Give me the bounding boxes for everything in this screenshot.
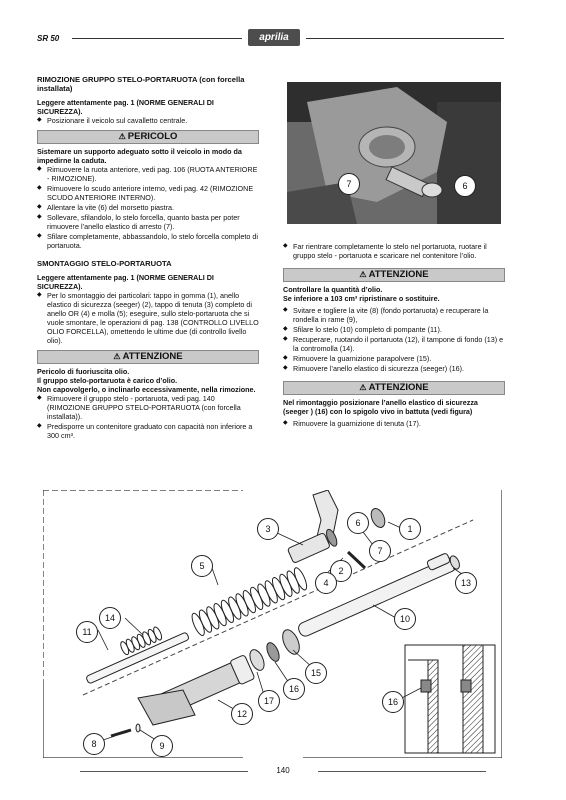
instruction-list xyxy=(37,394,259,440)
brand-logo: aprilia xyxy=(248,29,300,46)
manual-model: SR 50 xyxy=(37,34,60,43)
callout-12: 12 xyxy=(231,703,253,725)
list-item: ◆ Sollevare, sfilandolo, lo stelo forcella, quanto basta per poter rimuovere l’anello elastico di arresto (7). xyxy=(37,213,259,231)
callout-16: 16 xyxy=(283,678,305,700)
page-number: 140 xyxy=(276,766,290,775)
fork-clamp-photo xyxy=(287,82,501,224)
attention-text: Se inferiore a 103 cm³ ripristinare o sostituire. xyxy=(283,294,440,303)
callout-8: 8 xyxy=(83,733,105,755)
section-title-rimozione: RIMOZIONE GRUPPO STELO-PORTARUOTA (con forcella installata) xyxy=(37,75,245,93)
attention-label: ATTENZIONE xyxy=(368,382,429,393)
instruction-list xyxy=(283,306,505,373)
list-item: ◆ Predisporre un contenitore graduato con capacità non inferiore a 300 cm³. xyxy=(37,422,259,440)
callout-5: 5 xyxy=(191,555,213,577)
callout-2: 2 xyxy=(330,560,352,582)
instruction-list xyxy=(37,165,259,250)
callout-7: 7 xyxy=(369,540,391,562)
callout-9: 9 xyxy=(151,735,173,757)
header-rule-right xyxy=(306,38,504,39)
danger-text: Sistemare un supporto adeguato sotto il veicolo in modo da impedirne la caduta. xyxy=(37,147,242,165)
list-item: ◆ Posizionare il veicolo sul cavalletto centrale. xyxy=(37,116,259,125)
list-item: ◆ Rimuovere la guarnizione di tenuta (17). xyxy=(283,419,505,428)
instruction-list xyxy=(37,116,259,125)
list-item: ◆ Sfilare completamente, abbassandolo, lo stelo forcella completo di portaruota. xyxy=(37,232,259,250)
section-title-smontaggio: SMONTAGGIO STELO-PORTARUOTA xyxy=(37,259,172,268)
danger-banner xyxy=(37,130,259,144)
warning-triangle-icon: ⚠ xyxy=(359,383,367,392)
danger-label: PERICOLO xyxy=(127,131,178,142)
callout-7: 7 xyxy=(338,173,360,195)
attention-text: Non capovolgerlo, o inclinarlo eccessivamente, nella rimozione. xyxy=(37,385,256,394)
warning-triangle-icon: ⚠ xyxy=(359,270,367,279)
list-item: ◆ Rimuovere il gruppo stelo - portaruota, vedi pag. 140 (RIMOZIONE GRUPPO STELO-PORTARUOTA (con forcella installata)). xyxy=(37,394,259,421)
instruction-list xyxy=(283,242,505,260)
attention-text: Controllare la quantità d’olio. xyxy=(283,285,383,294)
callout-16-detail: 16 xyxy=(382,691,404,713)
right-column xyxy=(283,242,505,429)
instruction-list xyxy=(37,291,259,345)
list-item: ◆ Recuperare, ruotando il portaruota (12), il tampone di fondo (13) e la contromolla (14). xyxy=(283,335,505,353)
callout-6: 6 xyxy=(454,175,476,197)
callout-11: 11 xyxy=(76,621,98,643)
header-rule-left xyxy=(72,38,242,39)
list-item: ◆ Rimuovere lo scudo anteriore interno, vedi pag. 42 (RIMOZIONE SCUDO ANTERIORE INTERNO). xyxy=(37,184,259,202)
photo-illustration xyxy=(287,82,501,224)
safety-reference: Leggere attentamente pag. 1 (NORME GENERALI DI SICUREZZA). xyxy=(37,98,214,116)
list-item: ◆ Rimuovere l’anello elastico di sicurezza (seeger) (16). xyxy=(283,364,505,373)
callout-17: 17 xyxy=(258,690,280,712)
left-column xyxy=(37,75,259,441)
callout-13: 13 xyxy=(455,572,477,594)
list-item: ◆ Allentare la vite (6) del morsetto piastra. xyxy=(37,203,259,212)
attention-banner xyxy=(283,268,505,282)
list-item: ◆ Rimuovere la ruota anteriore, vedi pag. 106 (RUOTA ANTERIORE - RIMOZIONE). xyxy=(37,165,259,183)
attention-text: Nel rimontaggio posizionare l’anello elastico di sicurezza (seeger ) (16) con lo spigolo vivo in battuta (vedi figura) xyxy=(283,398,478,416)
list-item: ◆ Far rientrare completamente lo stelo nel portaruota, ruotare il gruppo stelo - portaruota e scaricare nel contenitore l’olio. xyxy=(283,242,505,260)
attention-banner xyxy=(37,350,259,364)
safety-reference: Leggere attentamente pag. 1 (NORME GENERALI DI SICUREZZA). xyxy=(37,273,214,291)
list-item: ◆ Per lo smontaggio dei particolari: tappo in gomma (1), anello elastico di sicurezza (seeger) (2), tappo di tenuta (3) completo di anello OR (4) e molla (5); eseguire, sullo stelo-portaruota che si vuole smontare, le operazioni di pag. 138 (CONTROLLO LIVELLO OLIO FORCELLA), omettendo le ultime due (di controllo livello olio). xyxy=(37,291,259,345)
callout-6: 6 xyxy=(347,512,369,534)
seeger-detail-inset xyxy=(405,645,495,753)
warning-triangle-icon: ⚠ xyxy=(118,132,126,141)
attention-banner xyxy=(283,381,505,395)
instruction-list xyxy=(283,419,505,428)
warning-triangle-icon: ⚠ xyxy=(113,352,121,361)
list-item: ◆ Svitare e togliere la vite (8) (fondo portaruota) e recuperare la rondella in rame (9), xyxy=(283,306,505,324)
list-item: ◆ Rimuovere la guarnizione parapolvere (15). xyxy=(283,354,505,363)
callout-14: 14 xyxy=(99,607,121,629)
callout-4: 4 xyxy=(315,572,337,594)
callout-10: 10 xyxy=(394,608,416,630)
footer-rule-right xyxy=(318,771,486,772)
list-item: ◆ Sfilare lo stelo (10) completo di pompante (11). xyxy=(283,325,505,334)
attention-text: Pericolo di fuoriuscita olio. xyxy=(37,367,130,376)
attention-text: Il gruppo stelo-portaruota è carico d’olio. xyxy=(37,376,178,385)
attention-label: ATTENZIONE xyxy=(122,351,183,362)
attention-label: ATTENZIONE xyxy=(368,269,429,280)
callout-3: 3 xyxy=(257,518,279,540)
callout-1: 1 xyxy=(399,518,421,540)
fork-exploded-diagram xyxy=(43,490,502,758)
callout-15: 15 xyxy=(305,662,327,684)
